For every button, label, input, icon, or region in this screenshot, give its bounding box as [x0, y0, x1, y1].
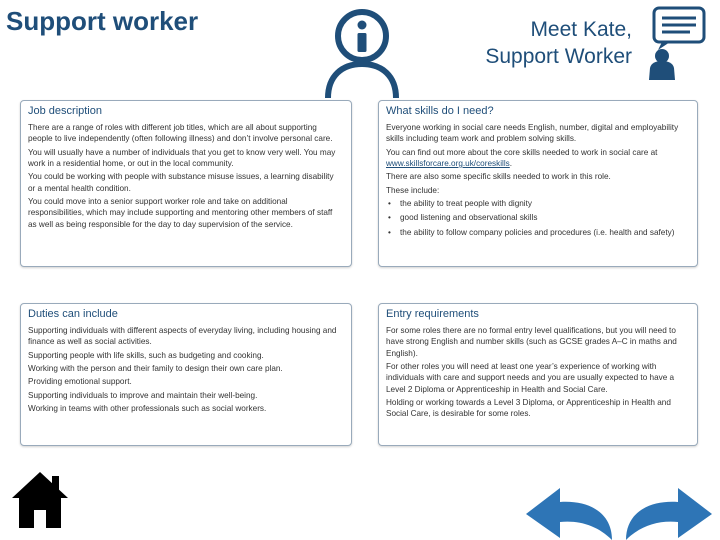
entry-paragraph: For other roles you will need at least one year’s experience of working with individuals with care and support needs and you are usually expected to have a Level 2 Diploma or Apprenticeship in Health and Social Care.: [386, 361, 675, 394]
entry-requirements-panel: [378, 303, 698, 446]
info-person-icon: [320, 6, 404, 98]
job-description-heading: Job description: [28, 105, 102, 117]
meet-line-1: Meet Kate,: [530, 18, 632, 41]
list-item: • the ability to treat people with dignity: [386, 198, 689, 209]
meet-kate-heading: [485, 16, 632, 71]
duty-item: Providing emotional support.: [28, 377, 132, 387]
forward-arrow-icon[interactable]: [620, 482, 716, 540]
skills-list: [386, 198, 689, 238]
meet-line-2: Support Worker: [485, 45, 632, 69]
job-description-panel: [20, 100, 352, 267]
home-icon[interactable]: [10, 470, 70, 530]
entry-paragraph: Holding or working towards a Level 3 Diploma, or Apprenticeship in Health and Social Care, is desirable for some roles.: [386, 397, 671, 419]
duty-item: Working in teams with other professionals such as social workers.: [28, 403, 267, 413]
skills-link-suffix: .: [509, 158, 513, 168]
entry-paragraph: For some roles there are no formal entry level qualifications, but you will need to have strong English and number skills (such as GCSE grades A–C in maths and English).: [386, 326, 677, 358]
core-skills-link[interactable]: www.skillsforcare.org.uk/coreskills: [386, 158, 510, 168]
skills-heading: What skills do I need?: [386, 105, 494, 117]
skills-panel: [378, 100, 698, 267]
duty-item: Supporting individuals with different aspects of everyday living, including housing and finance as well as social activities.: [28, 326, 337, 347]
job-paragraph: There are a range of roles with different job titles, which are all about supporting people to live independently (often following illness) and don’t involve personal care.: [28, 123, 333, 144]
page-title: Support worker: [6, 6, 199, 36]
contact-card-icon: [646, 6, 708, 80]
skills-specific: There are also some specific skills needed to work in this role.: [386, 172, 611, 182]
skills-intro: Everyone working in social care needs English, number, digital and employability skills including team work and problem solving skills.: [386, 123, 679, 144]
skills-link-paragraph: [386, 147, 689, 170]
list-item: • good listening and observational skills: [386, 212, 689, 223]
entry-heading: Entry requirements: [386, 308, 479, 320]
duties-heading: Duties can include: [28, 308, 118, 320]
duties-panel: [20, 303, 352, 446]
back-arrow-icon[interactable]: [522, 482, 618, 540]
duty-item: Supporting people with life skills, such as budgeting and cooking.: [28, 350, 264, 360]
skills-link-prefix: You can find out more about the core skills needed to work in social care at: [386, 147, 658, 157]
job-paragraph: You could move into a senior support worker role and take on additional responsibilities, which may include supporting and mentoring other members of staff as well as being responsible for the day to day supervision of the service.: [28, 196, 333, 229]
job-paragraph: You could be working with people with substance misuse issues, a learning disability or a mental health condition.: [28, 172, 334, 193]
skills-include: These include:: [386, 185, 440, 195]
list-item: • the ability to follow company policies and procedures (i.e. health and safety): [386, 227, 689, 238]
job-paragraph: You will usually have a number of individuals that you get to know very well. You may work in a residential home, or out in the local community.: [28, 147, 336, 168]
duty-item: Supporting individuals to improve and maintain their well-being.: [28, 390, 258, 400]
duty-item: Working with the person and their family to design their own care plan.: [28, 363, 283, 373]
